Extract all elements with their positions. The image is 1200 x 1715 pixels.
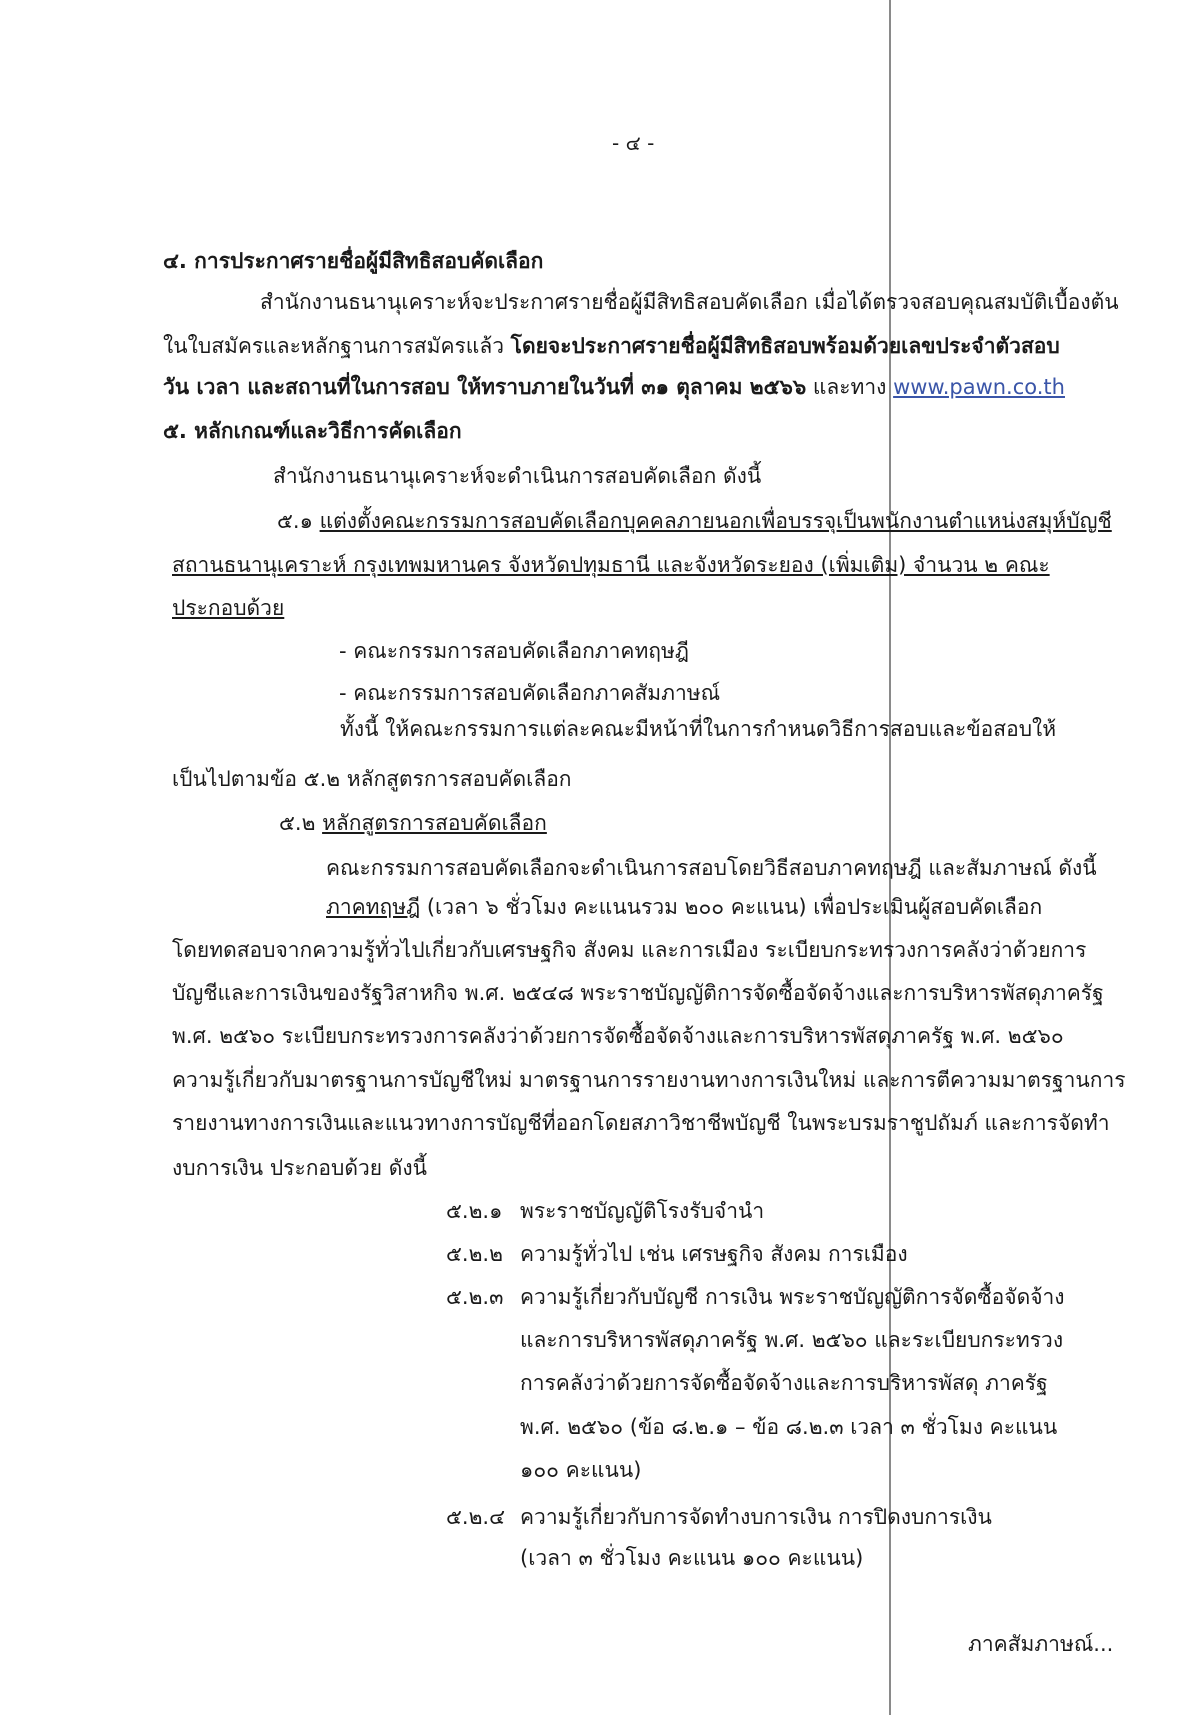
theory-line-6: รายงานทางการเงินและแนวทางการบัญชีที่ออกโดยสภาวิชาชีพบัญชี ในพระบรมราชูปถัมภ์ และการจัดทำ [172,1111,1110,1135]
theory-line-1 [326,892,1042,922]
section-4-text: ในใบสมัครและหลักฐานการสมัครแล้ว [163,334,511,358]
section-4-connector: และทาง [806,375,894,399]
section-5-intro: สำนักงานธนานุเคราะห์จะดำเนินการสอบคัดเลือก ดังนี้ [273,464,762,488]
theory-line-3: บัญชีและการเงินของรัฐวิสาหกิจ พ.ศ. ๒๕๔๘ พระราชบัญญัติการจัดซื้อจัดจ้างและการบริหารพัสดุภาครัฐ [172,981,1104,1005]
committee-duty-line-2: เป็นไปตามข้อ ๕.๒ หลักสูตรการสอบคัดเลือก [172,767,572,791]
section-5-1-line-1 [277,506,1112,536]
section-5-2-intro: คณะกรรมการสอบคัดเลือกจะดำเนินการสอบโดยวิธีสอบภาคทฤษฎี และสัมภาษณ์ ดังนี้ [326,856,1097,880]
theory-label: ภาคทฤษฎี [326,895,421,919]
section-5-1-number: ๕.๑ [277,509,320,533]
item-5-2-2-text: ความรู้ทั่วไป เช่น เศรษฐกิจ สังคม การเมือง [520,1242,908,1266]
item-5-2-3-number: ๕.๒.๓ [446,1285,504,1309]
section-5-1-line-3: ประกอบด้วย [172,596,285,620]
website-link[interactable]: www.pawn.co.th [893,375,1065,399]
item-5-2-3-line-4: พ.ศ. ๒๕๖๐ (ข้อ ๘.๒.๑ – ข้อ ๘.๒.๓ เวลา ๓ ชั่วโมง คะแนน [520,1415,1058,1439]
theory-line-5: ความรู้เกี่ยวกับมาตรฐานการบัญชีใหม่ มาตรฐานการรายงานทางการเงินใหม่ และการตีความมาตรฐานการ [172,1068,1126,1092]
committee-item-interview: - คณะกรรมการสอบคัดเลือกภาคสัมภาษณ์ [339,681,721,705]
committee-duty-line-1: ทั้งนี้ ให้คณะกรรมการแต่ละคณะมีหน้าที่ในการกำหนดวิธีการสอบและข้อสอบให้ [340,717,1057,741]
section-5-1-title: แต่งตั้งคณะกรรมการสอบคัดเลือกบุคคลภายนอกเพื่อบรรจุเป็นพนักงานตำแหน่งสมุห์บัญชี [319,509,1112,533]
section-4-paragraph-line-3 [163,372,1065,402]
item-5-2-4-number: ๕.๒.๔ [446,1505,505,1529]
theory-line-4: พ.ศ. ๒๕๖๐ ระเบียบกระทรวงการคลังว่าด้วยการจัดซื้อจัดจ้างและการบริหารพัสดุภาครัฐ พ.ศ. ๒๕๖๐ [172,1024,1064,1048]
section-4-heading: ๔. การประกาศรายชื่อผู้มีสิทธิสอบคัดเลือก [163,249,544,273]
section-5-2-title: หลักสูตรการสอบคัดเลือก [322,811,547,835]
section-5-2-number: ๕.๒ [279,811,323,835]
section-4-bold-text: โดยจะประกาศรายชื่อผู้มีสิทธิสอบพร้อมด้วยเลขประจำตัวสอบ [510,334,1060,358]
section-5-1-line-2: สถานธนานุเคราะห์ กรุงเทพมหานคร จังหวัดปทุมธานี และจังหวัดระยอง (เพิ่มเติม) จำนวน ๒ คณะ [172,553,1050,577]
theory-line-7: งบการเงิน ประกอบด้วย ดังนี้ [172,1156,428,1180]
page-number: - ๔ - [612,131,655,155]
theory-line-2: โดยทดสอบจากความรู้ทั่วไปเกี่ยวกับเศรษฐกิจ สังคม และการเมือง ระเบียบกระทรวงการคลังว่าด้วยการ [172,938,1087,962]
theory-description: (เวลา ๖ ชั่วโมง คะแนนรวม ๒๐๐ คะแนน) เพื่อประเมินผู้สอบคัดเลือก [420,895,1043,919]
item-5-2-4-line-1: ความรู้เกี่ยวกับการจัดทำงบการเงิน การปิดงบการเงิน [520,1505,992,1529]
section-5-heading: ๕. หลักเกณฑ์และวิธีการคัดเลือก [163,419,462,443]
item-5-2-3-line-3: การคลังว่าด้วยการจัดซื้อจัดจ้างและการบริหารพัสดุ ภาครัฐ [520,1371,1048,1395]
section-4-paragraph-line-2 [163,331,1060,361]
item-5-2-3-line-2: และการบริหารพัสดุภาครัฐ พ.ศ. ๒๕๖๐ และระเบียบกระทรวง [520,1328,1064,1352]
section-4-paragraph-line-1: สำนักงานธนานุเคราะห์จะประกาศรายชื่อผู้มีสิทธิสอบคัดเลือก เมื่อได้ตรวจสอบคุณสมบัติเบื้องต้น [260,290,1119,314]
section-5-2-heading [279,808,547,838]
continuation-label: ภาคสัมภาษณ์... [968,1632,1114,1656]
committee-item-theory: - คณะกรรมการสอบคัดเลือกภาคทฤษฎี [339,639,689,663]
item-5-2-4-line-2: (เวลา ๓ ชั่วโมง คะแนน ๑๐๐ คะแนน) [520,1546,864,1570]
section-4-bold-date: วัน เวลา และสถานที่ในการสอบ ให้ทราบภายในวันที่ ๓๑ ตุลาคม ๒๕๖๖ [163,375,807,399]
item-5-2-3-line-5: ๑๐๐ คะแนน) [520,1458,642,1482]
item-5-2-2-number: ๕.๒.๒ [446,1242,503,1266]
item-5-2-1-number: ๕.๒.๑ [446,1199,503,1223]
item-5-2-1-text: พระราชบัญญัติโรงรับจำนำ [520,1199,765,1223]
item-5-2-3-line-1: ความรู้เกี่ยวกับบัญชี การเงิน พระราชบัญญัติการจัดซื้อจัดจ้าง [520,1285,1065,1309]
